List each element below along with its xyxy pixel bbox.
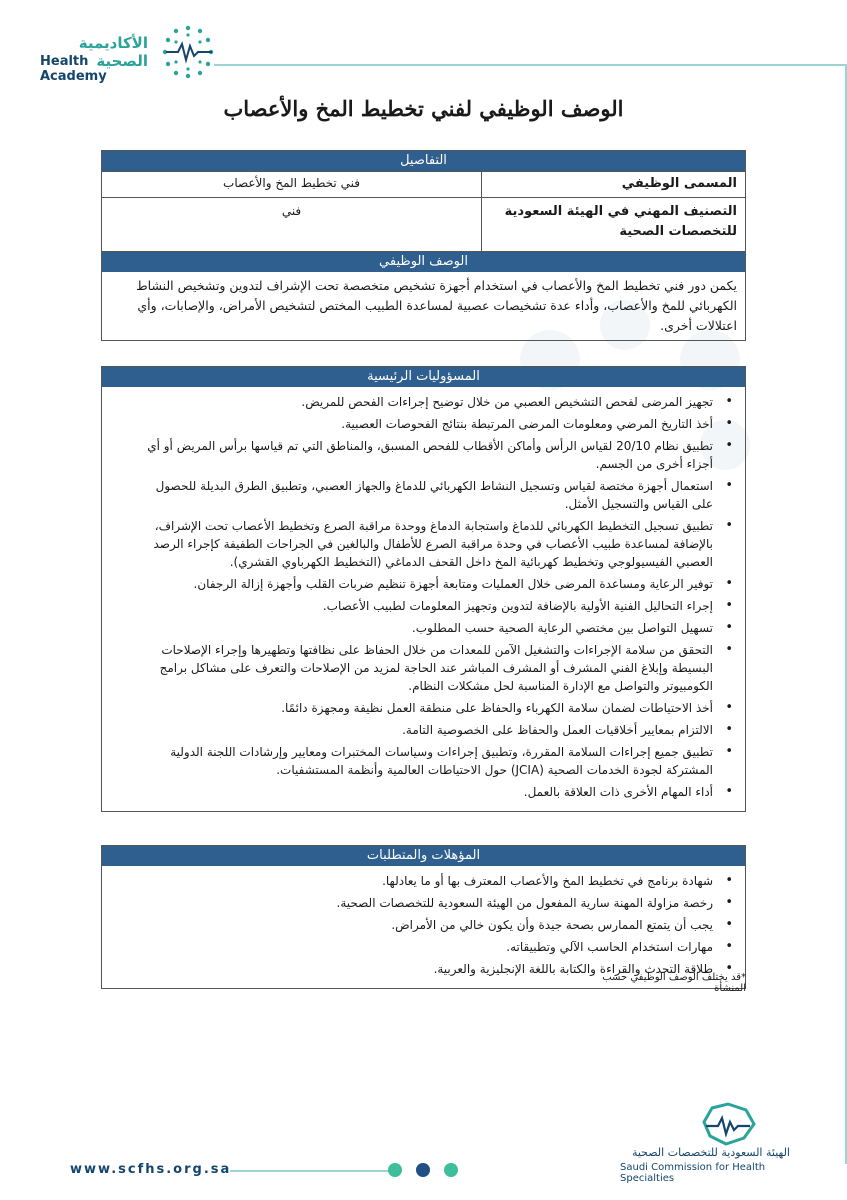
qualifications-section	[101, 845, 746, 989]
qualifications-list	[102, 866, 745, 988]
list-item: • الالتزام بمعايير أخلاقيات العمل والحفاظ على الخصوصية التامة.	[132, 721, 735, 739]
list-item: • أداء المهام الأخرى ذات العلاقة بالعمل.	[132, 783, 735, 801]
list-item: • مهارات استخدام الحاسب الآلي وتطبيقاته.	[132, 938, 735, 956]
list-item: • استعمال أجهزة مختصة لقياس وتسجيل النشاط الكهربائي للدماغ والجهاز العصبي، وتطبيق الطرق البديلة للحصول على القياس والتسجيل الأمثل.	[132, 477, 735, 513]
website-url[interactable]: www.scfhs.org.sa	[70, 1162, 232, 1177]
footer-dot	[444, 1163, 458, 1177]
details-label: المسمى الوظيفي	[481, 172, 745, 197]
list-item: • توفير الرعاية ومساعدة المرضى خلال العمليات ومتابعة أجهزة تنظيم ضربات القلب وأجهزة إزالة الرجفان.	[132, 575, 735, 593]
list-item: • تطبيق نظام 20/10 لقياس الرأس وأماكن الأقطاب للفحص المسبق، والمناطق التي تم قياسها برأس المريض أو أي أجزاء أخرى من الجسم.	[132, 437, 735, 473]
details-label: التصنيف المهني في الهيئة السعودية للتخصصات الصحية	[481, 198, 745, 251]
details-section	[101, 150, 746, 252]
responsibilities-heading: المسؤوليات الرئيسية	[102, 367, 745, 387]
job-description-heading: الوصف الوظيفي	[102, 252, 745, 272]
frame-line-top	[214, 64, 847, 66]
job-description-text: يكمن دور فني تخطيط المخ والأعصاب في استخدام أجهزة تشخيص متخصصة تحت الإشراف لتدوين وتشخيص النشاط الكهربائي للمخ والأعصاب، وأداء عدة تشخيصات عصبية لمساعدة الطبيب المختص لتشخيص الأمراض، والإصابات، وأي اعتلالات أخرى.	[136, 278, 737, 333]
list-item: • يجب أن يتمتع الممارس بصحة جيدة وأن يكون خالي من الأمراض.	[132, 916, 735, 934]
list-item: • رخصة مزاولة المهنة سارية المفعول من الهيئة السعودية للتخصصات الصحية.	[132, 894, 735, 912]
list-item: • شهادة برنامج في تخطيط المخ والأعصاب المعترف بها أو ما يعادلها.	[132, 872, 735, 890]
commission-name-en: Saudi Commission for Health Specialties	[620, 1162, 766, 1184]
list-item: • تسهيل التواصل بين مختصي الرعاية الصحية حسب المطلوب.	[132, 619, 735, 637]
details-heading: التفاصيل	[102, 151, 745, 171]
responsibilities-list	[102, 387, 745, 811]
footer-dot	[388, 1163, 402, 1177]
list-item: • أخذ التاريخ المرضي ومعلومات المرضى المرتبطة بنتائج الفحوصات العصبية.	[132, 415, 735, 433]
list-item: • التحقق من سلامة الإجراءات والتشغيل الآمن للمعدات من خلال الحفاظ على نظافتها وتطهيرها وإجراء الإصلاحات البسيطة وإبلاغ الفني المشرف أو المشرف المباشر عند الحاجة لمزيد من الإصلاحات والتعرف على مشاكل برامج الكومبيوتر والتواصل مع الإدارة المناسبة لحل مشكلات النظام.	[132, 641, 735, 695]
academy-name-ar: الأكاديمية الصحية	[78, 34, 148, 70]
job-description-section	[101, 251, 746, 341]
scfhs-logo	[620, 1100, 820, 1184]
scfhs-emblem-icon	[698, 1102, 758, 1146]
list-item: • تطبيق جميع إجراءات السلامة المقررة، وتطبيق إجراءات وسياسات المختبرات ومعايير وإرشادات اللجنة الدولية المشتركة لجودة الخدمات الصحية (JCIA) حول الاحتياطات العالمية وأنظمة المستشفيات.	[132, 743, 735, 779]
commission-name-ar: الهيئة السعودية للتخصصات الصحية	[631, 1146, 790, 1159]
list-item: • تجهيز المرضى لفحص التشخيص العصبي من خلال توضيح إجراءات الفحص للمريض.	[132, 393, 735, 411]
academy-name-en: Health Academy	[40, 54, 107, 84]
details-value: فني تخطيط المخ والأعصاب	[223, 176, 360, 190]
list-item: • تطبيق تسجيل التخطيط الكهربائي للدماغ واستجابة الدماغ ووحدة مراقبة الصرع وتخطيط الأعصاب تحت الإشراف، بالإضافة لمساعدة طبيب الأعصاب في وحدة مراقبة الصرع للأطفال والبالغين في الجراحات الطفيفة كإجراء الرصد العصبي الفيسيولوجي وتخطيط كهربائية المخ داخل القحف الدماغي (التخطيط الكهرباوي القشري).	[132, 517, 735, 571]
list-item: • أخذ الاحتياطات لضمان سلامة الكهرباء والحفاظ على منطقة العمل نظيفة ومجهزة دائمًا.	[132, 699, 735, 717]
academy-emblem-icon	[156, 22, 220, 82]
health-academy-logo	[40, 20, 220, 84]
list-item: • إجراء التحاليل الفنية الأولية بالإضافة لتدوين وتجهيز المعلومات لطبيب الأعصاب.	[132, 597, 735, 615]
details-row-job-title	[102, 171, 745, 197]
responsibilities-section	[101, 366, 746, 812]
footer-dots	[388, 1163, 458, 1177]
footnote: *قد يختلف الوصف الوظيفي حسب المنشأة	[602, 972, 746, 994]
list-item: • طلاقة التحدث والقراءة والكتابة باللغة الإنجليزية والعربية.	[132, 960, 735, 978]
page-title: الوصف الوظيفي لفني تخطيط المخ والأعصاب	[223, 96, 624, 121]
footer-dot	[416, 1163, 430, 1177]
details-row-classification	[102, 197, 745, 251]
frame-line-bottom	[230, 1170, 390, 1172]
qualifications-heading: المؤهلات والمتطلبات	[102, 846, 745, 866]
details-value: فني	[281, 204, 302, 218]
